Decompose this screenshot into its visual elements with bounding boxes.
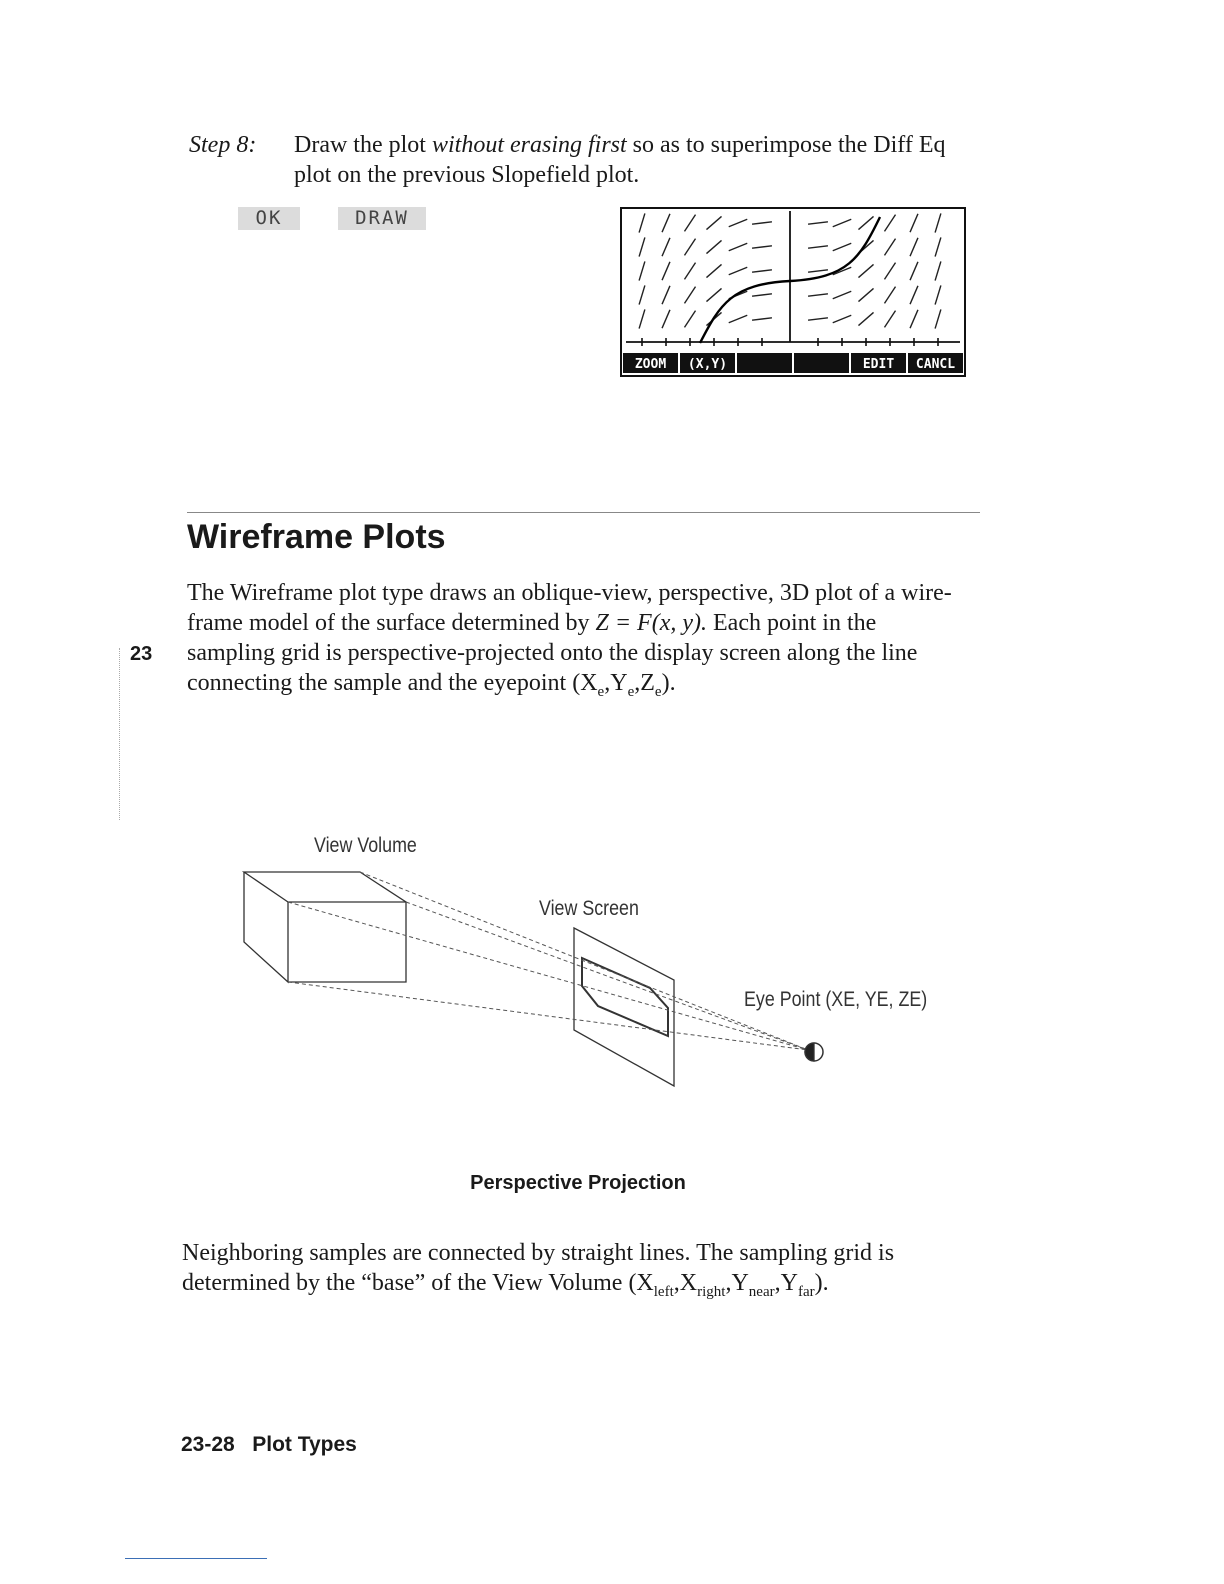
slope-segment: [935, 261, 941, 280]
slope-segment: [639, 261, 645, 280]
view-volume-label: View Volume: [314, 834, 417, 857]
figure-caption: Perspective Projection: [470, 1172, 686, 1194]
step-text-start: Draw the plot: [294, 132, 432, 158]
slope-segment: [910, 238, 918, 256]
slope-segment: [935, 213, 941, 232]
footer-rule: [125, 1558, 267, 1559]
slope-segment: [833, 291, 852, 299]
slope-segment: [935, 309, 941, 328]
view-volume-box: [244, 872, 406, 982]
slope-segment: [684, 263, 695, 280]
slope-segment: [884, 287, 895, 304]
slope-segment: [752, 246, 772, 248]
calc-menu-label: ZOOM: [634, 357, 667, 372]
step-text: [294, 130, 974, 190]
slope-segment: [684, 215, 695, 232]
calc-menu-label: CANCL: [915, 357, 956, 372]
eye-point-icon: [805, 1043, 823, 1061]
slope-segment: [729, 267, 748, 275]
eyepoint-coordinates: [572, 670, 676, 700]
slope-segment: [910, 214, 918, 232]
slope-segment: [808, 294, 828, 296]
slope-segment: [833, 243, 852, 251]
slope-segment: [833, 315, 852, 323]
slope-segment: [884, 311, 895, 328]
paragraph-1: [187, 578, 967, 698]
slope-segment: [808, 246, 828, 248]
slope-segment: [935, 237, 941, 256]
chapter-tab-line: [119, 648, 120, 820]
paragraph-2-text: Neighboring samples are connected by straight lines. The sampling grid is determined by the “base” of the View Volume: [182, 1240, 895, 1296]
step-label: Step 8:: [189, 132, 257, 158]
paragraph-2: [182, 1238, 922, 1298]
slope-segment: [706, 216, 721, 229]
slopefield-diffeq-plot: [622, 209, 964, 375]
slope-segment: [884, 263, 895, 280]
section-rule: [187, 512, 980, 513]
slope-segment: [808, 222, 828, 224]
slope-segment: [662, 238, 670, 256]
slope-segment: [706, 264, 721, 277]
projection-drawing: [230, 830, 950, 1100]
slope-segment: [858, 312, 873, 325]
slope-segment: [662, 262, 670, 280]
slope-segment: [662, 214, 670, 232]
slope-segment: [808, 270, 828, 272]
slope-segment: [662, 286, 670, 304]
slope-segment: [935, 285, 941, 304]
calc-menu-label: EDIT: [862, 357, 895, 372]
slope-segment: [752, 294, 772, 296]
paragraph-1-body: Each point in the sampling grid is perspective-projected onto the display screen along the line connecting the sample and the eyepoint: [187, 610, 918, 696]
slope-segment: [910, 310, 918, 328]
eyepoint-text: $(X_e,Y_e,Z_e)$.: [572, 670, 676, 700]
slope-segment: [910, 262, 918, 280]
calc-menu-label: (X,Y): [687, 357, 728, 372]
slope-segment: [639, 285, 645, 304]
slope-segment: [808, 318, 828, 320]
perspective-projection-diagram: [230, 830, 950, 1100]
view-screen-plane: [574, 928, 674, 1086]
slope-segment: [706, 288, 721, 301]
slope-segment: [858, 216, 873, 229]
slope-segment: [884, 239, 895, 256]
calc-menu-key[interactable]: [737, 353, 792, 373]
slope-segment: [729, 315, 748, 323]
slope-segment: [858, 264, 873, 277]
grid-text: $(X_{left},X_{right},Y_{near},Y_{far})$.: [628, 1270, 829, 1300]
slope-segment: [910, 286, 918, 304]
page-footer: [181, 1433, 357, 1457]
paragraph-1-intro: The Wireframe plot type draws an oblique-view, perspective, 3D plot of a wire-frame model of the surface determined by: [187, 580, 952, 636]
page-number: 23-28: [181, 1433, 235, 1456]
slope-segment: [752, 318, 772, 320]
surface-equation: Z = F(x, y).: [595, 610, 707, 636]
slope-segment: [684, 287, 695, 304]
slope-segment: [684, 239, 695, 256]
sampling-grid-coordinates: [628, 1270, 829, 1300]
draw-key[interactable]: DRAW: [338, 207, 426, 230]
slope-segment: [729, 243, 748, 251]
calculator-screen: [620, 207, 966, 377]
calc-menu-key[interactable]: [794, 353, 849, 373]
slope-segment: [639, 237, 645, 256]
slope-segment: [684, 311, 695, 328]
slope-segment: [833, 219, 852, 227]
ok-key[interactable]: OK: [238, 207, 300, 230]
chapter-tab: 23: [130, 643, 153, 665]
slope-segment: [639, 213, 645, 232]
slope-segment: [858, 288, 873, 301]
slope-segment: [662, 310, 670, 328]
slope-segment: [706, 240, 721, 253]
chapter-title: Plot Types: [252, 1433, 357, 1456]
step-text-emphasis: without erasing first: [431, 132, 627, 158]
slope-segment: [752, 270, 772, 272]
eye-point-label: Eye Point (XE, YE, ZE): [744, 988, 928, 1011]
slope-segment: [729, 219, 748, 227]
section-title: Wireframe Plots: [187, 518, 446, 556]
view-screen-label: View Screen: [539, 897, 639, 920]
slope-segment: [884, 215, 895, 232]
slope-segment: [639, 309, 645, 328]
slope-segment: [752, 222, 772, 224]
step-text-end: so as to superimpose the Diff Eq plot on the previous Slopefield plot.: [294, 132, 946, 188]
